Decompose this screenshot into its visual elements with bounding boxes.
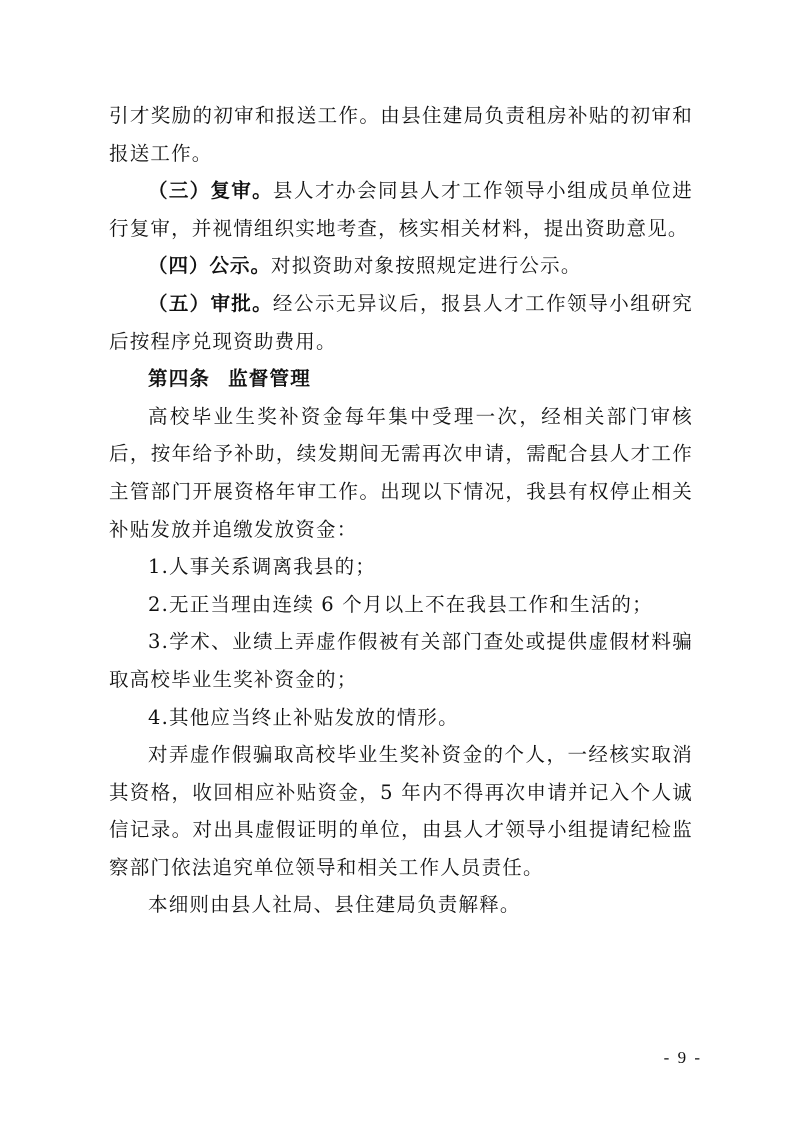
paragraph-interpretation: 本细则由县人社局、县住建局负责解释。 bbox=[148, 893, 521, 917]
list-item-1: 1.人事关系调离我县的； bbox=[148, 555, 377, 579]
paragraph-review-lead: （三）复审。 bbox=[148, 179, 273, 203]
paragraph-publicity-lead: （四）公示。 bbox=[148, 254, 272, 278]
paragraph-review-body: 县人才办会同县人才工作领导小组成员单位进行复审，并视情组织实地考查，核实相关材料，提出资助意见。 bbox=[109, 179, 693, 240]
paragraph-approval-lead: （五）审批。 bbox=[148, 291, 273, 315]
paragraph-approval bbox=[109, 285, 693, 360]
paragraph-review bbox=[109, 172, 693, 247]
paragraph-continuation: 引才奖励的初审和报送工作。由县住建局负责租房补贴的初审和报送工作。 bbox=[109, 104, 693, 165]
article-number: 第四条 bbox=[148, 367, 211, 391]
paragraph-publicity-body: 对拟资助对象按照规定进行公示。 bbox=[271, 254, 582, 278]
paragraph-publicity bbox=[109, 247, 693, 285]
paragraph-supervision: 高校毕业生奖补资金每年集中受理一次，经相关部门审核后，按年给予补助，续发期间无需再次申请，需配合县人才工作主管部门开展资格年审工作。出现以下情况，我县有权停止相关补贴发放并追缴发放资金： bbox=[109, 404, 693, 541]
article-title: 监督管理 bbox=[228, 367, 311, 391]
paragraph-approval-body: 经公示无异议后，报县人才工作领导小组研究后按程序兑现资助费用。 bbox=[109, 291, 693, 353]
paragraph-penalty: 对弄虚作假骗取高校毕业生奖补资金的个人，一经核实取消其资格，收回相应补贴资金，5 年内不得再次申请并记入个人诚信记录。对出具虚假证明的单位，由县人才领导小组提请纪检监察部门依法追究单位领导和相关工作人员责任。 bbox=[109, 743, 693, 879]
article-heading bbox=[109, 360, 693, 398]
list-item-4: 4.其他应当终止补贴发放的情形。 bbox=[148, 705, 459, 729]
list-item-2: 2.无正当理由连续 6 个月以上不在我县工作和生活的； bbox=[148, 592, 653, 616]
list-item-3: 3.学术、业绩上弄虚作假被有关部门查处或提供虚假材料骗取高校毕业生奖补资金的； bbox=[109, 630, 693, 691]
document-body bbox=[109, 97, 693, 924]
page-number: - 9 - bbox=[663, 1048, 702, 1067]
